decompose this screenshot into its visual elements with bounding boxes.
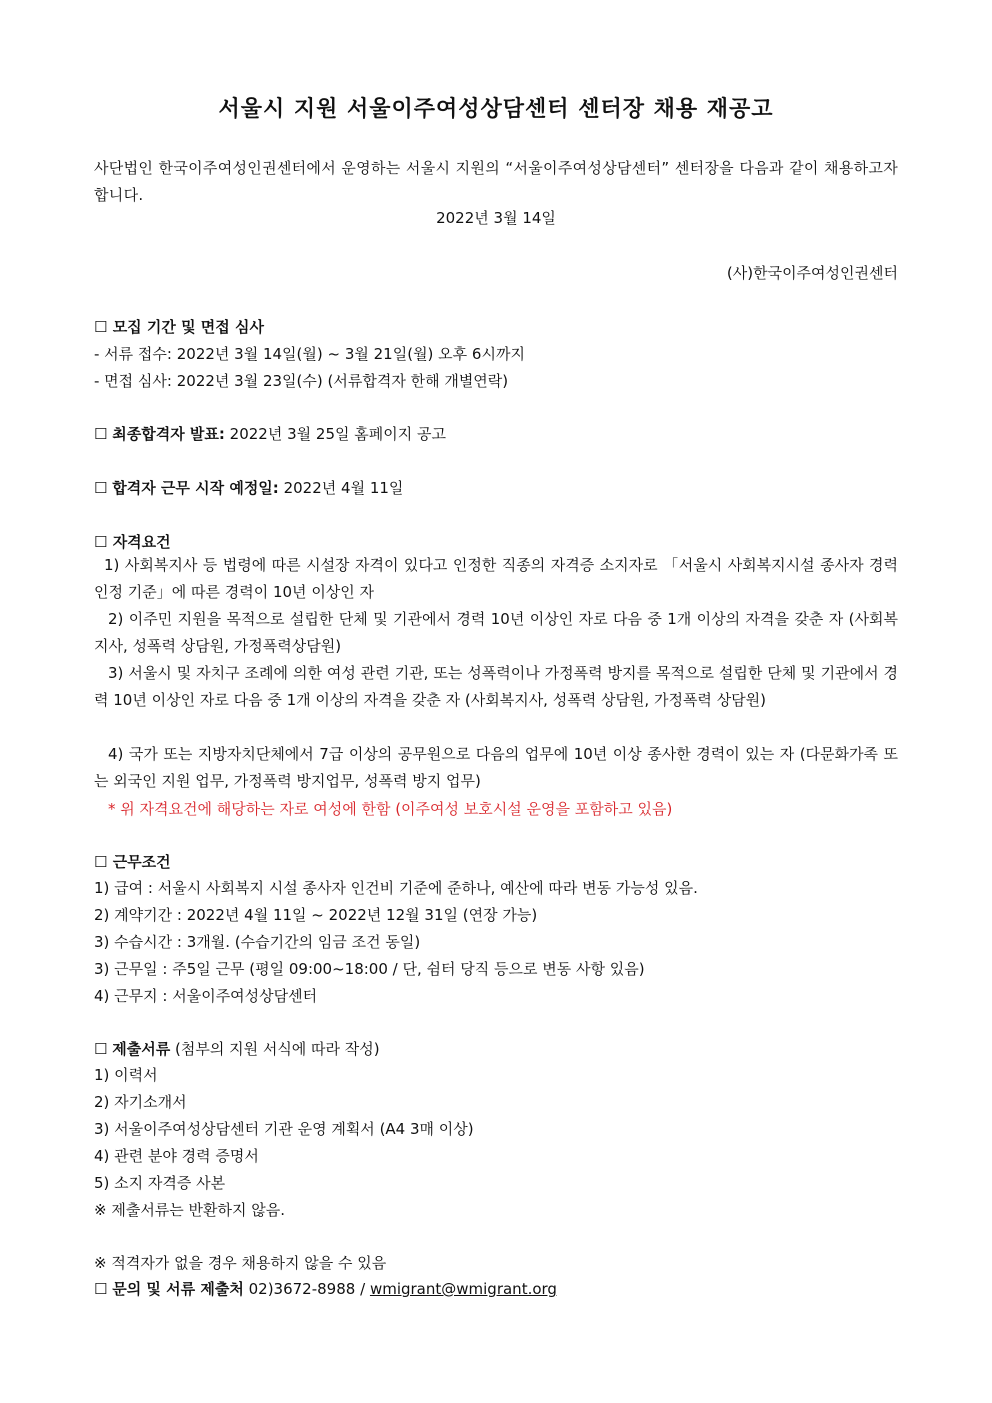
document-item-5: 5) 소지 자격증 사본 [94, 1174, 226, 1192]
announce-line [94, 423, 898, 444]
checkbox-icon: ☐ [94, 1040, 108, 1058]
qualification-item-1: 1) 사회복지사 등 법령에 따른 시설장 자격이 있다고 인정한 직종의 자격증 소지자로 「서울시 사회복지시설 종사자 경력인정 기준」에 따른 경력이 10년 이상인 자 [94, 556, 898, 601]
announce-label: 최종합격자 발표: [112, 425, 225, 443]
start-value: 2022년 4월 11일 [283, 479, 404, 497]
start-line [94, 477, 898, 498]
checkbox-icon: ☐ [94, 533, 108, 551]
condition-item-5: 4) 근무지 : 서울이주여성상담센터 [94, 987, 318, 1005]
contact-separator: / [360, 1280, 366, 1298]
documents-heading-note: (첨부의 지원 서식에 따라 작성) [174, 1040, 380, 1058]
qualification-note: * 위 자격요건에 해당하는 자로 여성에 한함 (이주여성 보호시설 운영을 포함하고 있음) [108, 800, 673, 818]
condition-item-1: 1) 급여 : 서울시 사회복지 시설 종사자 인건비 기준에 준하나, 예산에 따라 변동 가능성 있음. [94, 879, 698, 897]
document-item-4: 4) 관련 분야 경력 증명서 [94, 1147, 259, 1165]
announce-value: 2022년 3월 25일 홈페이지 공고 [229, 425, 446, 443]
document-item-3: 3) 서울이주여성상담센터 기관 운영 계획서 (A4 3매 이상) [94, 1120, 474, 1138]
condition-item-4: 3) 근무일 : 주5일 근무 (평일 09:00~18:00 / 단, 쉼터 당직 등으로 변동 사항 있음) [94, 960, 645, 978]
recruit-heading: ☐ 모집 기간 및 면접 심사 [94, 318, 264, 336]
recruit-line-1: - 서류 접수: 2022년 3월 14일(월) ~ 3월 21일(월) 오후 6시까지 [94, 345, 525, 363]
page-title: 서울시 지원 서울이주여성상담센터 센터장 채용 재공고 [218, 97, 774, 122]
qualification-item-2: 2) 이주민 지원을 목적으로 설립한 단체 및 기관에서 경력 10년 이상인 자로 다음 중 1개 이상의 자격을 갖춘 자 (사회복지사, 성폭력 상담원, 가정폭력상담원) [94, 610, 898, 655]
document-item-1: 1) 이력서 [94, 1066, 158, 1084]
checkbox-icon: ☐ [94, 318, 108, 336]
checkbox-icon: ☐ [94, 425, 108, 443]
start-label: 합격자 근무 시작 예정일: [112, 479, 279, 497]
documents-heading: ☐ 제출서류 (첨부의 지원 서식에 따라 작성) [94, 1040, 380, 1058]
checkbox-icon: ☐ [94, 1280, 108, 1298]
checkbox-icon: ☐ [94, 479, 108, 497]
organization-name: (사)한국이주여성인권센터 [726, 264, 898, 282]
contact-label: 문의 및 서류 제출처 [112, 1280, 244, 1298]
recruit-line-2: - 면접 심사: 2022년 3월 23일(수) (서류합격자 한해 개별연락) [94, 372, 509, 390]
contact-phone: 02)3672-8988 [248, 1280, 356, 1298]
final-note: ※ 적격자가 없을 경우 채용하지 않을 수 있음 [94, 1254, 387, 1272]
qualifications-heading: ☐ 자격요건 [94, 533, 171, 551]
announcement-date: 2022년 3월 14일 [436, 209, 556, 227]
qualification-item-3: 3) 서울시 및 자치구 조례에 의한 여성 관련 기관, 또는 성폭력이나 가정폭력 방지를 목적으로 설립한 단체 및 기관에서 경력 10년 이상인 자로 다음 중 1개 이상의 자격을 갖춘 자 (사회복지사, 성폭력 상담원, 가정폭력 상담원) [94, 664, 898, 709]
document-item-2: 2) 자기소개서 [94, 1093, 187, 1111]
documents-note: ※ 제출서류는 반환하지 않음. [94, 1201, 286, 1219]
checkbox-icon: ☐ [94, 853, 108, 871]
conditions-heading: ☐ 근무조건 [94, 853, 171, 871]
intro-paragraph: 사단법인 한국이주여성인권센터에서 운영하는 서울시 지원의 “서울이주여성상담센터” 센터장을 다음과 같이 채용하고자 합니다. [94, 159, 898, 204]
condition-item-3: 3) 수습시간 : 3개월. (수습기간의 임금 조건 동일) [94, 933, 421, 951]
contact-line [94, 1278, 898, 1299]
contact-email-link[interactable]: wmigrant@wmigrant.org [369, 1280, 557, 1298]
condition-item-2: 2) 계약기간 : 2022년 4월 11일 ~ 2022년 12월 31일 (연장 가능) [94, 906, 538, 924]
qualification-item-4: 4) 국가 또는 지방자치단체에서 7급 이상의 공무원으로 다음의 업무에 10년 이상 종사한 경력이 있는 자 (다문화가족 또는 외국인 지원 업무, 가정폭력 방지업무, 성폭력 방지 업무) [94, 745, 898, 790]
